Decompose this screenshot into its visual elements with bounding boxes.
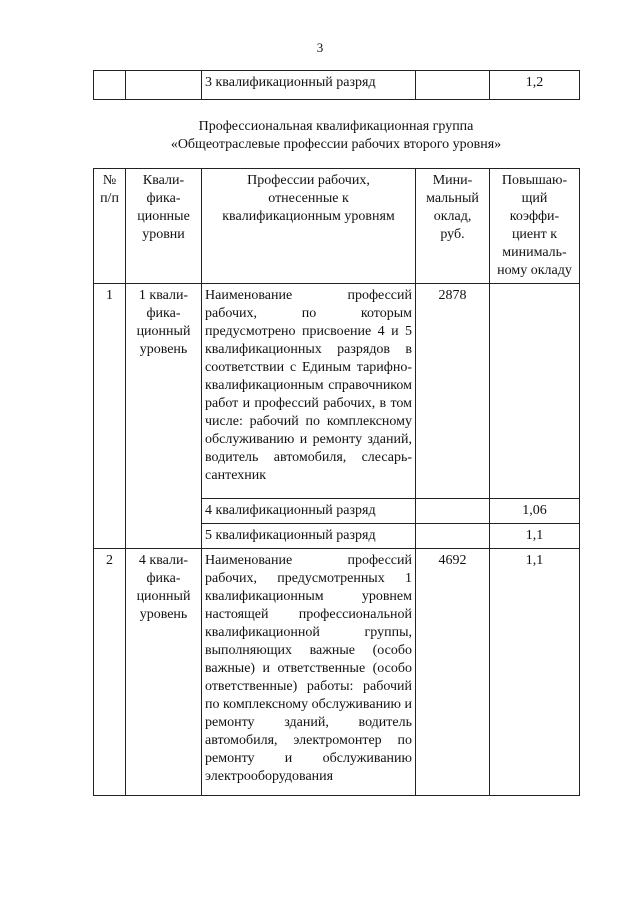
table-row [94, 549, 580, 796]
header-level: Квали- фика- ционные уровни [126, 169, 202, 284]
table-cell: 1,2 [490, 71, 580, 100]
row-description: Наименование профессий рабочих, по которым предусмотрено присвоение 4 и 5 квалификационных разрядов в соответствии с Единым тарифно-квалификационным справочником работ и профессий рабочих, в том числе: рабочий по комплексному обслуживанию и ремонту зданий, водитель автомобиля, слесарь-сантехник [202, 284, 416, 499]
sub-row-coefficient: 1,1 [490, 524, 580, 549]
sub-row-label: 4 квалификационный разряд [202, 499, 416, 524]
table-row [94, 284, 580, 499]
page-number: 3 [316, 40, 324, 55]
row-coefficient: 1,1 [490, 549, 580, 796]
qualification-table [93, 168, 580, 796]
table-cell [126, 71, 202, 100]
row-num: 1 [94, 284, 126, 549]
row-salary: 2878 [416, 284, 490, 499]
row-description: Наименование профессий рабочих, предусмотренных 1 квалификационным уровнем настоящей профессиональной квалификационной группы, выполняющих важные (особо важные) и ответственные (особо ответственные) работы: рабочий по комплексному обслуживанию и ремонту зданий, водитель автомобиля, электромонтер по ремонту и обслуживанию электрооборудования [202, 549, 416, 796]
group-title-line: «Общеотраслевые профессии рабочих второго уровня» [170, 137, 502, 152]
sub-row-salary [416, 524, 490, 549]
sub-row-coefficient: 1,06 [490, 499, 580, 524]
row-salary: 4692 [416, 549, 490, 796]
sub-row-label: 5 квалификационный разряд [202, 524, 416, 549]
group-title [93, 118, 579, 154]
group-title-line: Профессиональная квалификационная группа [198, 119, 474, 134]
header-num: № п/п [94, 169, 126, 284]
row-coefficient [490, 284, 580, 499]
header-professions: Профессии рабочих, отнесенные к квалификационным уровням [202, 169, 416, 284]
header-row [94, 169, 580, 284]
top-continuation-table [93, 70, 580, 100]
table-row [94, 71, 580, 100]
table-cell: 3 квалификационный разряд [202, 71, 416, 100]
table-cell [94, 71, 126, 100]
row-level: 4 квали- фика- ционный уровень [126, 549, 202, 796]
table-cell [416, 71, 490, 100]
row-num: 2 [94, 549, 126, 796]
row-level: 1 квали- фика- ционный уровень [126, 284, 202, 549]
header-coefficient: Повышаю- щий коэффи- циент к минималь- ному окладу [490, 169, 580, 284]
sub-row-salary [416, 499, 490, 524]
header-salary: Мини- мальный оклад, руб. [416, 169, 490, 284]
